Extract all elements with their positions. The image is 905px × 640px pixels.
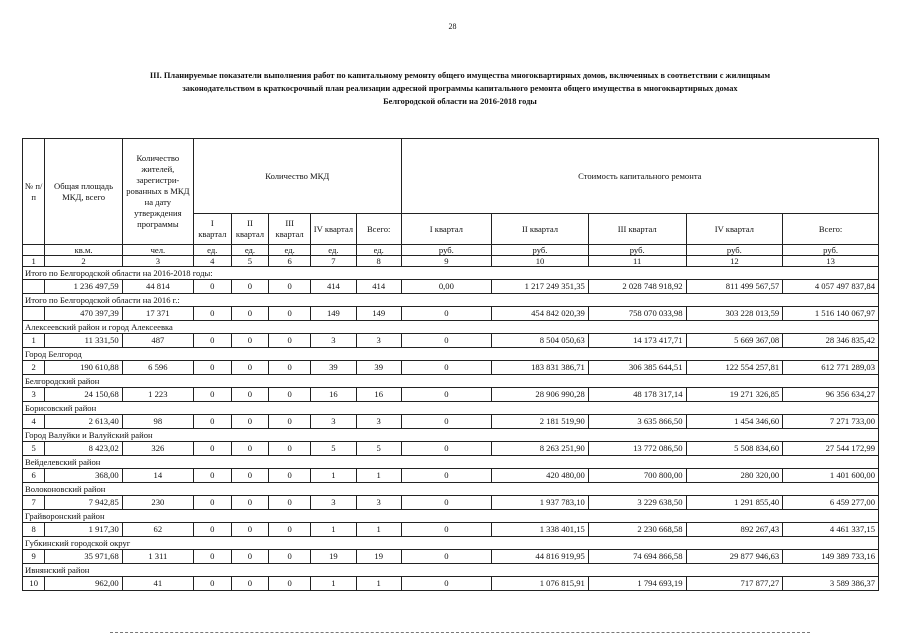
table-cell: 0 [193, 577, 231, 591]
section-title: Волоконовский район [23, 483, 879, 496]
header-cost-q4: IV квартал [686, 214, 783, 245]
table-cell: 1 [311, 577, 357, 591]
table-cell: 326 [122, 442, 193, 456]
table-cell: 1 401 600,00 [783, 469, 879, 483]
table-cell: 6 596 [122, 361, 193, 375]
table-cell: 1 454 346,60 [686, 415, 783, 429]
header-mkd-total: Всего: [356, 214, 401, 245]
header-cost-q1: I квартал [401, 214, 492, 245]
section-header-row [23, 294, 879, 307]
header-mkd-q2: II квартал [231, 214, 269, 245]
section-header-row [23, 375, 879, 388]
table-row [23, 496, 879, 510]
table-cell: 0 [231, 334, 269, 348]
table-cell: 41 [122, 577, 193, 591]
section-title: Ивнянский район [23, 564, 879, 577]
table-cell: 8 423,02 [45, 442, 122, 456]
table-cell: 1 223 [122, 388, 193, 402]
table-cell: 5 [311, 442, 357, 456]
unit-cell: руб. [783, 245, 879, 256]
table-cell: 280 320,00 [686, 469, 783, 483]
table-cell: 3 [311, 496, 357, 510]
table-cell: 0 [401, 307, 492, 321]
section-header-row [23, 537, 879, 550]
table-cell: 0 [193, 469, 231, 483]
table-cell: 28 906 990,28 [492, 388, 589, 402]
table-cell: 6 [23, 469, 45, 483]
column-number: 1 [23, 256, 45, 267]
table-cell: 39 [311, 361, 357, 375]
table-cell: 8 [23, 523, 45, 537]
table-cell: 0 [269, 415, 311, 429]
column-number: 6 [269, 256, 311, 267]
unit-cell: ед. [356, 245, 401, 256]
column-number: 13 [783, 256, 879, 267]
table-cell: 16 [356, 388, 401, 402]
table-cell: 13 772 086,50 [588, 442, 686, 456]
table-cell: 454 842 020,39 [492, 307, 589, 321]
table-cell: 1 516 140 067,97 [783, 307, 879, 321]
table-cell: 183 831 386,71 [492, 361, 589, 375]
table-cell: 14 [122, 469, 193, 483]
table-cell: 0 [269, 388, 311, 402]
table-cell: 7 942,85 [45, 496, 122, 510]
table-cell [23, 307, 45, 321]
table-cell: 0 [401, 442, 492, 456]
table-cell: 7 [23, 496, 45, 510]
table-cell: 0 [401, 334, 492, 348]
table-cell: 28 346 835,42 [783, 334, 879, 348]
table-cell: 962,00 [45, 577, 122, 591]
table-cell: 414 [356, 280, 401, 294]
table-cell: 0,00 [401, 280, 492, 294]
column-number-row [23, 256, 879, 267]
section-title: Город Белгород [23, 348, 879, 361]
table-cell: 39 [356, 361, 401, 375]
table-row [23, 550, 879, 564]
table-cell: 3 [356, 334, 401, 348]
header-mkd-q1: I квартал [193, 214, 231, 245]
page-bottom-rule [110, 632, 810, 634]
table-cell: 19 271 326,85 [686, 388, 783, 402]
table-cell: 0 [193, 523, 231, 537]
header-mkd-q3: III квартал [269, 214, 311, 245]
section-title: Итого по Белгородской области на 2016 г.: [23, 294, 879, 307]
table-cell: 0 [231, 550, 269, 564]
header-cost-q2: II квартал [492, 214, 589, 245]
table-cell: 0 [401, 550, 492, 564]
table-cell: 4 [23, 415, 45, 429]
table-cell: 892 267,43 [686, 523, 783, 537]
table-cell: 1 311 [122, 550, 193, 564]
column-number: 3 [122, 256, 193, 267]
table-cell: 0 [193, 334, 231, 348]
table-cell: 149 389 733,16 [783, 550, 879, 564]
table-cell: 700 800,00 [588, 469, 686, 483]
table-row [23, 361, 879, 375]
table-cell: 0 [193, 442, 231, 456]
column-number: 10 [492, 256, 589, 267]
section-header-row [23, 456, 879, 469]
section-title: Борисовский район [23, 402, 879, 415]
table-cell: 1 937 783,10 [492, 496, 589, 510]
table-cell: 612 771 289,03 [783, 361, 879, 375]
table-cell: 2 181 519,90 [492, 415, 589, 429]
units-row [23, 245, 879, 256]
section-title: Итого по Белгородской области на 2016-2018 годы: [23, 267, 879, 280]
table-cell [23, 280, 45, 294]
table-cell: 2 230 668,58 [588, 523, 686, 537]
table-cell: 0 [193, 361, 231, 375]
table-cell: 1 917,30 [45, 523, 122, 537]
document-title [40, 69, 880, 108]
page-number: 28 [448, 22, 457, 31]
table-cell: 0 [231, 415, 269, 429]
table-cell: 11 331,50 [45, 334, 122, 348]
table-cell: 2 [23, 361, 45, 375]
table-cell: 303 228 013,59 [686, 307, 783, 321]
table-cell: 3 [311, 334, 357, 348]
table-cell: 62 [122, 523, 193, 537]
section-header-row [23, 510, 879, 523]
table-cell: 17 371 [122, 307, 193, 321]
table-cell: 96 356 634,27 [783, 388, 879, 402]
table-cell: 0 [269, 469, 311, 483]
column-number: 8 [356, 256, 401, 267]
table-cell: 8 263 251,90 [492, 442, 589, 456]
table-cell: 0 [269, 577, 311, 591]
column-number: 4 [193, 256, 231, 267]
table-row [23, 469, 879, 483]
table-cell: 74 694 866,58 [588, 550, 686, 564]
table-cell: 1 [23, 334, 45, 348]
table-cell: 0 [401, 415, 492, 429]
table-cell: 0 [193, 388, 231, 402]
table-cell: 1 794 693,19 [588, 577, 686, 591]
table-cell: 35 971,68 [45, 550, 122, 564]
table-cell: 24 150,68 [45, 388, 122, 402]
unit-cell: ед. [193, 245, 231, 256]
table-cell: 16 [311, 388, 357, 402]
section-header-row [23, 321, 879, 334]
table-cell: 0 [231, 361, 269, 375]
section-header-row [23, 483, 879, 496]
table-cell: 0 [269, 523, 311, 537]
table-cell: 122 554 257,81 [686, 361, 783, 375]
table-cell: 3 [23, 388, 45, 402]
table-row [23, 577, 879, 591]
header-cost-q3: III квартал [588, 214, 686, 245]
table-cell: 8 504 050,63 [492, 334, 589, 348]
header-mkd-count: Количество МКД [193, 139, 401, 214]
table-cell: 3 635 866,50 [588, 415, 686, 429]
table-cell: 487 [122, 334, 193, 348]
table-cell: 190 610,88 [45, 361, 122, 375]
table-cell: 4 461 337,15 [783, 523, 879, 537]
table-cell: 5 669 367,08 [686, 334, 783, 348]
table-cell: 0 [231, 577, 269, 591]
table-cell: 3 589 386,37 [783, 577, 879, 591]
section-title: Грайворонский район [23, 510, 879, 523]
table-cell: 0 [401, 523, 492, 537]
section-header-row [23, 348, 879, 361]
column-number: 2 [45, 256, 122, 267]
section-title: Город Валуйки и Валуйский район [23, 429, 879, 442]
repair-plan-table [22, 138, 879, 591]
section-title: Белгородский район [23, 375, 879, 388]
table-cell: 0 [269, 496, 311, 510]
table-cell: 3 [356, 496, 401, 510]
header-repair-cost: Стоимость капитального ремонта [401, 139, 878, 214]
table-cell: 368,00 [45, 469, 122, 483]
table-cell: 0 [231, 307, 269, 321]
table-cell: 1 [356, 469, 401, 483]
table-cell: 2 028 748 918,92 [588, 280, 686, 294]
table-cell: 6 459 277,00 [783, 496, 879, 510]
table-cell: 0 [231, 469, 269, 483]
title-line: Белгородской области на 2016-2018 годы [383, 97, 537, 106]
table-cell: 0 [269, 307, 311, 321]
table-cell: 0 [193, 307, 231, 321]
section-title: Губкинский городской округ [23, 537, 879, 550]
table-cell: 0 [269, 280, 311, 294]
table-cell: 98 [122, 415, 193, 429]
table-cell: 0 [231, 280, 269, 294]
table-cell: 5 [356, 442, 401, 456]
table-cell: 306 385 644,51 [588, 361, 686, 375]
section-header-row [23, 267, 879, 280]
table-cell: 1 [311, 523, 357, 537]
table-cell: 1 [356, 523, 401, 537]
table-cell: 0 [269, 550, 311, 564]
table-cell: 9 [23, 550, 45, 564]
table-cell: 0 [401, 577, 492, 591]
table-cell: 3 [311, 415, 357, 429]
table-row [23, 334, 879, 348]
table-cell: 1 291 855,40 [686, 496, 783, 510]
unit-cell: ед. [269, 245, 311, 256]
table-cell: 149 [356, 307, 401, 321]
table-cell: 3 [356, 415, 401, 429]
unit-cell [23, 245, 45, 256]
column-number: 12 [686, 256, 783, 267]
table-cell: 14 173 417,71 [588, 334, 686, 348]
table-cell: 1 [311, 469, 357, 483]
table-cell: 27 544 172,99 [783, 442, 879, 456]
table-cell: 1 [356, 577, 401, 591]
table-row [23, 280, 879, 294]
table-cell: 0 [193, 415, 231, 429]
header-area: Общая площадь МКД, всего [45, 139, 122, 245]
section-header-row [23, 429, 879, 442]
table-cell: 19 [356, 550, 401, 564]
table-cell: 48 178 317,14 [588, 388, 686, 402]
header-residents: Количество жителей, зарегистри-рованных в МКД на дату утверждения программы [122, 139, 193, 245]
section-title: Алексеевский район и город Алексеевка [23, 321, 879, 334]
section-header-row [23, 402, 879, 415]
unit-cell: кв.м. [45, 245, 122, 256]
table-cell: 0 [401, 469, 492, 483]
table-cell: 7 271 733,00 [783, 415, 879, 429]
table-cell: 470 397,39 [45, 307, 122, 321]
table-cell: 717 877,27 [686, 577, 783, 591]
table-cell: 5 508 834,60 [686, 442, 783, 456]
header-mkd-q4: IV квартал [311, 214, 357, 245]
unit-cell: руб. [686, 245, 783, 256]
table-cell: 0 [231, 388, 269, 402]
table-cell: 10 [23, 577, 45, 591]
table-cell: 811 499 567,57 [686, 280, 783, 294]
header-cost-total: Всего: [783, 214, 879, 245]
table-cell: 0 [193, 550, 231, 564]
unit-cell: ед. [311, 245, 357, 256]
section-title: Вейделевский район [23, 456, 879, 469]
table-cell: 0 [231, 496, 269, 510]
column-number: 11 [588, 256, 686, 267]
table-cell: 758 070 033,98 [588, 307, 686, 321]
table-cell: 2 613,40 [45, 415, 122, 429]
table-cell: 44 814 [122, 280, 193, 294]
unit-cell: руб. [401, 245, 492, 256]
column-number: 5 [231, 256, 269, 267]
table-cell: 0 [269, 442, 311, 456]
table-cell: 4 057 497 837,84 [783, 280, 879, 294]
column-number: 9 [401, 256, 492, 267]
title-line: III. Планируемые показатели выполнения работ по капитальному ремонту общего имущества многоквартирных домов, включенных в соответствии с жилищным [149, 71, 771, 80]
table-cell: 0 [269, 334, 311, 348]
column-number: 7 [311, 256, 357, 267]
table-cell: 29 877 946,63 [686, 550, 783, 564]
table-cell: 3 229 638,50 [588, 496, 686, 510]
table-cell: 44 816 919,95 [492, 550, 589, 564]
table-cell: 1 076 815,91 [492, 577, 589, 591]
table-cell: 420 480,00 [492, 469, 589, 483]
unit-cell: руб. [588, 245, 686, 256]
table-row [23, 523, 879, 537]
table-cell: 0 [231, 442, 269, 456]
table-cell: 1 236 497,59 [45, 280, 122, 294]
section-header-row [23, 564, 879, 577]
table-cell: 1 338 401,15 [492, 523, 589, 537]
table-cell: 230 [122, 496, 193, 510]
table-cell: 0 [193, 496, 231, 510]
table-cell: 0 [401, 361, 492, 375]
table-cell: 0 [401, 496, 492, 510]
table-cell: 1 217 249 351,35 [492, 280, 589, 294]
title-line: законодательством в краткосрочный план реализации адресной программы капитального ремонта общего имущества в многоквартирных домах [182, 84, 738, 93]
header-num: № п/п [23, 139, 45, 245]
table-row [23, 307, 879, 321]
table-row [23, 442, 879, 456]
table-cell: 0 [231, 523, 269, 537]
table-cell: 0 [401, 388, 492, 402]
unit-cell: ед. [231, 245, 269, 256]
unit-cell: руб. [492, 245, 589, 256]
table-cell: 0 [193, 280, 231, 294]
table-cell: 5 [23, 442, 45, 456]
table-cell: 0 [269, 361, 311, 375]
table-row [23, 388, 879, 402]
unit-cell: чел. [122, 245, 193, 256]
table-row [23, 415, 879, 429]
table-cell: 149 [311, 307, 357, 321]
table-cell: 19 [311, 550, 357, 564]
table-cell: 414 [311, 280, 357, 294]
